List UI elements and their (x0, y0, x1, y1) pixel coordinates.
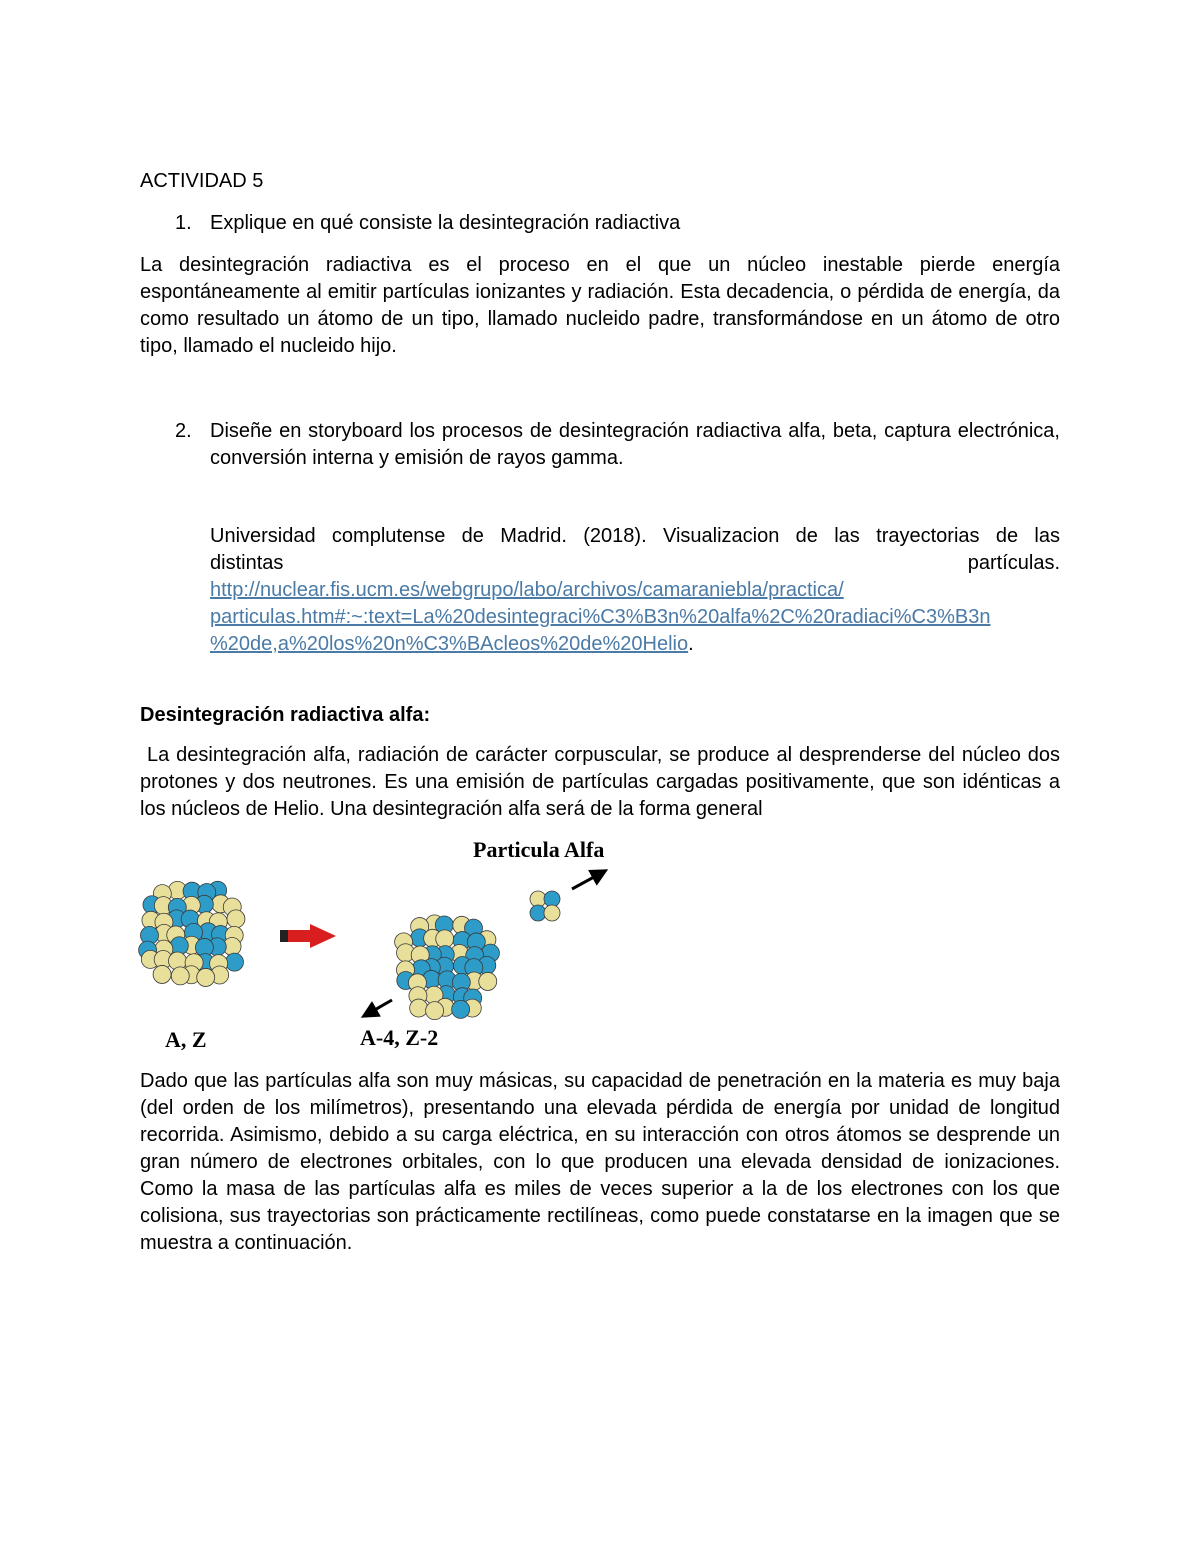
alpha-intro: La desintegración alfa, radiación de carácter corpuscular, se produce al desprenderse del núcleo dos protones y dos neutrones. Es una emisión de partículas cargadas positivamente, que son idénticas a los núcleos de Helio. Una desintegración alfa será de la forma general (140, 744, 1066, 820)
neutron-sphere (197, 968, 215, 986)
neutron-sphere (227, 910, 245, 928)
daughter-nucleus (395, 915, 500, 1020)
question-1-answer: La desintegración radiactiva es el proceso en el que un núcleo inestable pierde energía espontáneamente al emitir partículas ionizantes y radiación. Esta decadencia, o pérdida de energía, da como resultado un átomo de un tipo, llamado nucleido padre, transformándose en un átomo de otro tipo, llamado el nucleido hijo. (140, 254, 1060, 357)
reference-url-line-3: %20de,a%20los%20n%C3%BAcleos%20de%20Helio (210, 633, 689, 655)
alpha-particle (530, 891, 560, 921)
reference-line-2-left: distintas (210, 552, 284, 574)
neutron-sphere (171, 967, 189, 985)
neutron-sphere (153, 965, 171, 983)
neutron-sphere (479, 972, 497, 990)
neutron-sphere (544, 905, 560, 921)
label-particula-alfa: Particula Alfa (473, 837, 605, 862)
proton-sphere (225, 953, 243, 971)
question-1-number: 1. (175, 212, 192, 234)
label-daughter: A-4, Z-2 (360, 1025, 439, 1050)
reference-line-2 (210, 550, 1060, 577)
decay-arrow-icon (280, 924, 336, 948)
reference-url-block (210, 577, 1060, 658)
reference-line-2-right: partículas. (967, 552, 1060, 574)
alpha-heading: Desintegración radiactiva alfa: (140, 704, 431, 726)
alpha-decay-figure (130, 832, 630, 1057)
alpha-emission-arrow-icon (572, 871, 605, 889)
question-1-text: Explique en qué consiste la desintegración radiactiva (210, 212, 681, 234)
reference-url-line-1: http://nuclear.fis.ucm.es/webgrupo/labo/archivos/camaraniebla/practica/ (210, 579, 844, 601)
neutron-sphere (436, 930, 454, 948)
reference-url-line-2: particulas.htm#:~:text=La%20desintegraci%C3%B3n%20alfa%2C%20radiaci%C3%B3n (210, 606, 991, 628)
reference-trailing-period: . (688, 633, 694, 655)
reference-line-1: Universidad complutense de Madrid. (2018). Visualizacion de las trayectorias de las (210, 525, 1060, 547)
neutron-sphere (426, 1002, 444, 1020)
proton-sphere (530, 905, 546, 921)
alpha-body: Dado que las partículas alfa son muy másicas, su capacidad de penetración en la materia es muy baja (del orden de los milímetros), presentando una elevada pérdida de energía por unidad de longitud recorrida. Asimismo, debido a su carga eléctrica, en su interacción con otros átomos se desprende un gran número de electrones orbitales, con lo que producen una elevada densidad de ionizaciones. Como la masa de las partículas alfa es miles de veces superior a la de los electrones con los que colisiona, sus trayectorias son prácticamente rectilíneas, como puede constatarse en la imagen que se muestra a continuación. (140, 1070, 1060, 1254)
recoil-arrow-icon (364, 1000, 392, 1016)
parent-nucleus (139, 881, 245, 986)
page-title: ACTIVIDAD 5 (140, 170, 264, 192)
proton-sphere (544, 891, 560, 907)
label-parent: A, Z (165, 1027, 207, 1052)
reference-link[interactable] (210, 579, 990, 655)
proton-sphere (452, 1000, 470, 1018)
question-2-number: 2. (175, 420, 192, 442)
neutron-sphere (530, 891, 546, 907)
reference-block (210, 523, 1060, 658)
neutron-sphere (410, 999, 428, 1017)
question-2-text: Diseñe en storyboard los procesos de desintegración radiactiva alfa, beta, captura electrónica, conversión interna y emisión de rayos gamma. (210, 420, 1060, 469)
